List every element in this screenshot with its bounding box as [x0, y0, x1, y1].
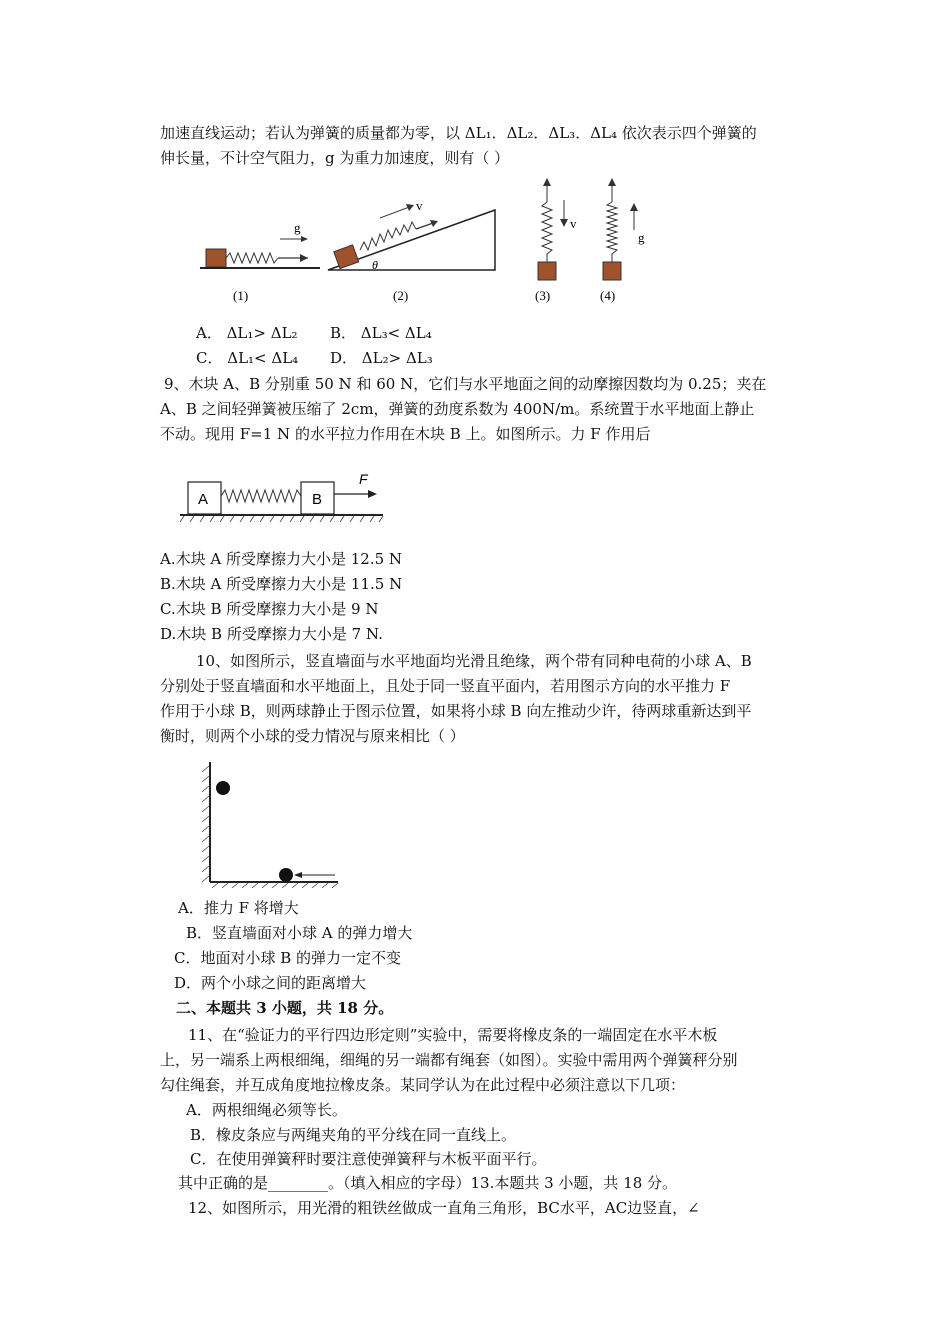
- fig2-block: [334, 245, 359, 269]
- q10-ball-a: [216, 781, 230, 795]
- q8-option-d: D． ΔL₂> ΔL₃: [330, 349, 433, 367]
- fig2-theta: θ: [372, 258, 378, 272]
- q9-figure: [178, 466, 388, 526]
- fig4-spring: [607, 202, 617, 262]
- q10-line3: 作用于小球 B，则两球静止于图示位置，如果将小球 B 向左推动少许，待两球重新达到平: [160, 702, 752, 720]
- q9-spring: [221, 490, 301, 502]
- fig1-spring: [226, 253, 278, 263]
- q11-item-a: A．两根细绳必须等长。: [186, 1101, 347, 1119]
- fig1-g-label: g: [294, 220, 301, 235]
- q10-option-b: B．竖直墙面对小球 A 的弹力增大: [186, 924, 413, 942]
- q9-option-c: C.木块 B 所受摩擦力大小是 9 N: [160, 600, 379, 618]
- fig1-block: [206, 249, 226, 267]
- fig2-spring: [360, 222, 416, 250]
- fig3-block: [538, 262, 556, 280]
- q11-line1: 11、在“验证力的平行四边形定则”实验中，需要将橡皮条的一端固定在水平木板: [188, 1026, 718, 1044]
- q10-ball-b: [279, 868, 293, 882]
- q9-line2: A、B 之间轻弹簧被压缩了 2cm，弹簧的劲度系数为 400N/m。系统置于水平地面上静止: [160, 400, 755, 418]
- fig3-spring: [542, 202, 552, 262]
- fig2-caption: (2): [393, 288, 409, 303]
- q8-option-a: A． ΔL₁> ΔL₂: [196, 324, 298, 342]
- q10-option-a: A．推力 F 将增大: [178, 899, 299, 917]
- q11-answer-line: 其中正确的是________。（填入相应的字母）13.本题共 3 小题，共 18 分。: [178, 1174, 678, 1192]
- q11-line3: 勾住绳套，并互成角度地拉橡皮条。某同学认为在此过程中必须注意以下几项：: [160, 1076, 686, 1094]
- q10-option-d: D．两个小球之间的距离增大: [174, 974, 367, 992]
- q12-line1: 12、如图所示，用光滑的粗铁丝做成一直角三角形，BC水平，AC边竖直，∠: [188, 1199, 700, 1217]
- q8-line2: 伸长量，不计空气阻力，g 为重力加速度，则有（ ）: [160, 149, 510, 167]
- q10-line1: 10、如图所示，竖直墙面与水平地面均光滑且绝缘，两个带有同种电荷的小球 A、B: [196, 652, 752, 670]
- fig4-g-label: g: [638, 230, 645, 245]
- q10-figure: [198, 760, 348, 888]
- fig4-caption: (4): [600, 288, 616, 303]
- q10-line2: 分别处于竖直墙面和水平地面上，且处于同一竖直平面内，若用图示方向的水平推力 F: [160, 677, 731, 695]
- q9-block-b-label: B: [312, 491, 323, 508]
- fig3-caption: (3): [535, 288, 551, 303]
- q9-block-a-label: A: [198, 491, 209, 508]
- q9-line1: 9、木块 A、B 分别重 50 N 和 60 N，它们与水平地面之间的动摩擦因数均为 0.25；夹在: [164, 375, 767, 393]
- q11-item-b: B．橡皮条应与两绳夹角的平分线在同一直线上。: [190, 1126, 517, 1144]
- q8-line1: 加速直线运动；若认为弹簧的质量都为零，以 ΔL₁．ΔL₂．ΔL₃．ΔL₄ 依次表示四个弹簧的: [160, 124, 757, 142]
- q8-figure: [190, 172, 650, 312]
- q8-option-b: B． ΔL₃< ΔL₄: [330, 324, 432, 342]
- fig4-block: [603, 262, 621, 280]
- section2-heading: 二、本题共 3 小题，共 18 分。: [176, 999, 394, 1017]
- q9-force-label: F: [359, 471, 368, 487]
- q10-line4: 衡时，则两个小球的受力情况与原来相比（ ）: [160, 727, 465, 745]
- fig1-caption: (1): [233, 288, 249, 303]
- q10-option-c: C．地面对小球 B 的弹力一定不变: [174, 949, 402, 967]
- q11-line2: 上，另一端系上两根细绳，细绳的另一端都有绳套（如图）。实验中需用两个弹簧秤分别: [160, 1051, 738, 1069]
- fig3-v-label: v: [570, 216, 577, 231]
- q11-item-c: C．在使用弹簧秤时要注意使弹簧秤与木板平面平行。: [190, 1150, 547, 1168]
- q8-option-c: C． ΔL₁< ΔL₄: [196, 349, 299, 367]
- q9-line3: 不动。现用 F=1 N 的水平拉力作用在木块 B 上。如图所示。力 F 作用后: [160, 425, 651, 443]
- fig2-v-label: v: [416, 198, 423, 213]
- q9-option-d: D.木块 B 所受摩擦力大小是 7 N.: [160, 625, 383, 643]
- q9-option-a: A.木块 A 所受摩擦力大小是 12.5 N: [160, 550, 403, 568]
- q9-option-b: B.木块 A 所受摩擦力大小是 11.5 N: [160, 575, 403, 593]
